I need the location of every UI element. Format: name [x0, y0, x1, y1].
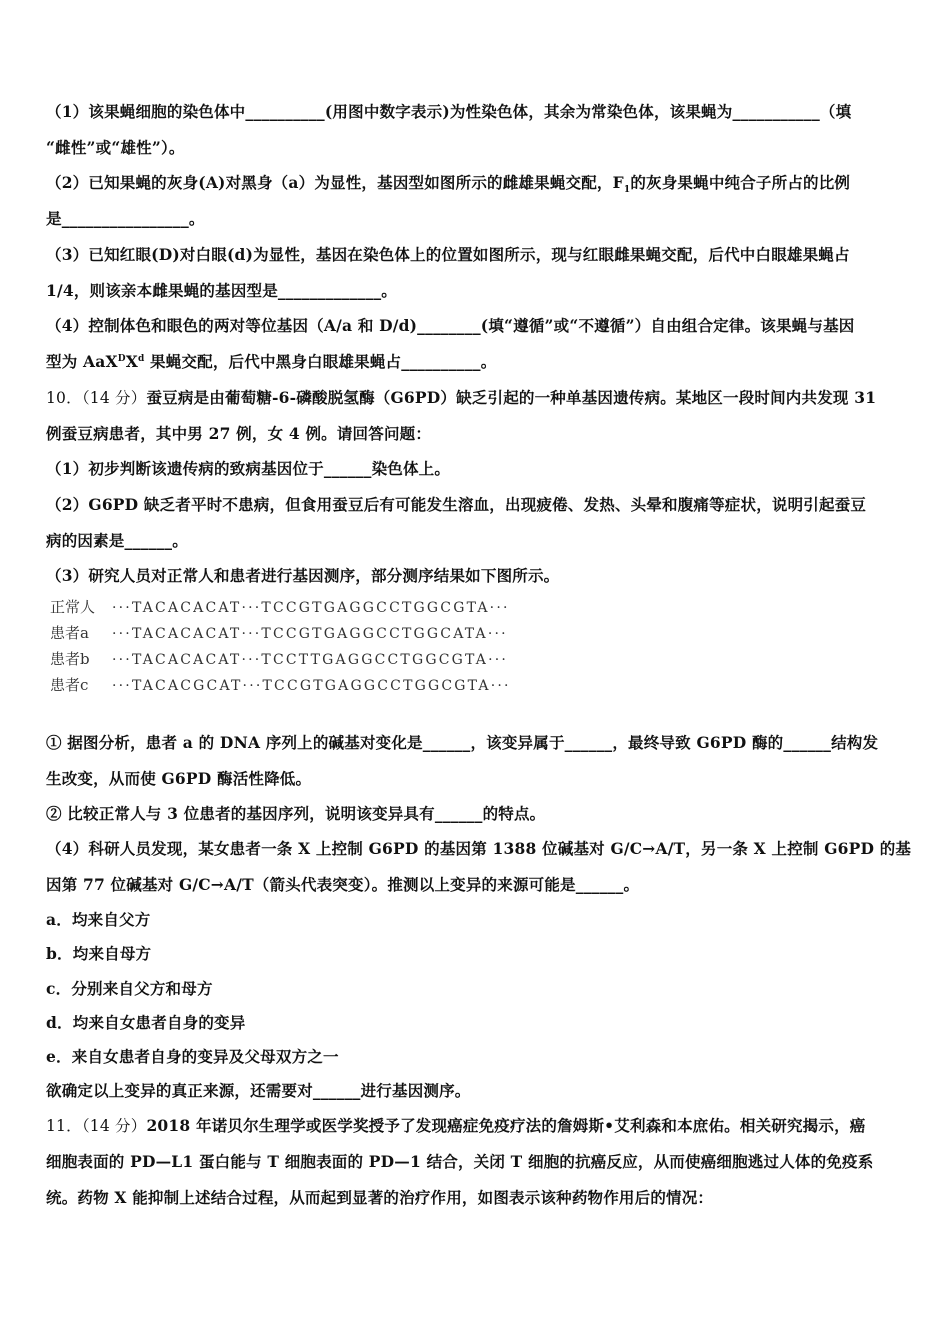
option-e: e．来自女患者自身的变异及父母双方之一	[46, 1047, 339, 1066]
sequence-label: 患者b	[50, 650, 90, 668]
option-b: b．均来自母方	[46, 944, 152, 963]
sequence-label: 患者a	[50, 624, 89, 642]
q10-sub2: ② 比较正常人与 3 位患者的基因序列，说明该变异具有______的特点。	[46, 804, 546, 823]
q10-part2-line1: （2）G6PD 缺乏者平时不患病，但食用蚕豆后有可能发生溶血，出现疲倦、发热、头晕和腹痛等症状，说明引起蚕豆	[46, 495, 867, 514]
sequence-label: 正常人	[50, 598, 96, 616]
q10-sub1-line1: ① 据图分析，患者 a 的 DNA 序列上的碱基对变化是______，该变异属于______，最终导致 G6PD 酶的______结构发	[46, 733, 879, 752]
q10-number: 10．（14 分）	[46, 389, 147, 407]
sequence-label: 患者c	[50, 676, 89, 694]
q9-part2-text: （2）已知果蝇的灰身(A)对黑身（a）为显性，基因型如图所示的雌雄果蝇交配，F	[46, 173, 624, 192]
q9-part1-line2: “雌性”或“雄性”）。	[46, 138, 185, 157]
q9-part2-subscript: 1	[623, 185, 631, 196]
q9-part4-sup2: d	[137, 353, 145, 364]
sequence-dna: ···TACACACAT···TCCGTGAGGCCTGGCATA···	[112, 626, 508, 642]
q10-stem: 蚕豆病是由葡萄糖-6-磷酸脱氢酶（G6PD）缺乏引起的一种单基因遗传病。某地区一段时间内共发现 31	[146, 388, 877, 407]
q9-part1-line1: （1）该果蝇细胞的染色体中__________(用图中数字表示)为性染色体，其余为常染色体，该果蝇为___________（填	[46, 102, 852, 121]
q9-part4-text-cont: 果蝇交配，后代中黑身白眼雄果蝇占__________。	[144, 352, 497, 371]
q9-part4-x: X	[125, 352, 138, 371]
sequence-dna: ···TACACGCAT···TCCGTGAGGCCTGGCGTA···	[112, 678, 511, 694]
q9-part2-line1	[46, 173, 908, 196]
q10-part2-line2: 病的因素是______。	[46, 531, 188, 550]
option-d: d．均来自女患者自身的变异	[46, 1013, 246, 1032]
q11-line3: 统。药物 X 能抑制上述结合过程，从而起到显著的治疗作用，如图表示该种药物作用后的情况：	[46, 1188, 714, 1207]
q11-number: 11．（14 分）	[46, 1117, 147, 1135]
q10-part4-line1: （4）科研人员发现，某女患者一条 X 上控制 G6PD 的基因第 1388 位碱基对 G/C→A/T，另一条 X 上控制 G6PD 的基	[46, 839, 912, 858]
sequence-dna: ···TACACACAT···TCCGTGAGGCCTGGCGTA···	[112, 600, 510, 616]
q9-part3-line2: 1/4，则该亲本雌果蝇的基因型是_____________。	[46, 281, 397, 300]
q10-final: 欲确定以上变异的真正来源，还需要对______进行基因测序。	[46, 1081, 471, 1100]
q9-part2-line2: 是________________。	[46, 209, 205, 228]
option-a: a．均来自父方	[46, 910, 151, 929]
q9-part4-line2	[46, 352, 908, 372]
q9-part3-line1: （3）已知红眼(D)对白眼(d)为显性，基因在染色体上的位置如图所示，现与红眼雌果蝇交配，后代中白眼雄果蝇占	[46, 245, 850, 264]
q10-sub1-line2: 生改变，从而使 G6PD 酶活性降低。	[46, 769, 312, 788]
option-c: c．分别来自父方和母方	[46, 979, 213, 998]
q11-line2: 细胞表面的 PD—L1 蛋白能与 T 细胞表面的 PD—1 结合，关闭 T 细胞的抗癌反应，从而使癌细胞逃过人体的免疫系	[46, 1152, 874, 1171]
q10-line2: 例蚕豆病患者，其中男 27 例，女 4 例。请回答问题：	[46, 424, 432, 443]
q9-part2-text-cont: 的灰身果蝇中纯合子所占的比例	[630, 173, 851, 192]
q11-stem: 2018 年诺贝尔生理学或医学奖授予了发现癌症免疫疗法的詹姆斯•艾利森和本庶佑。相关研究揭示，癌	[146, 1116, 866, 1135]
q10-line1	[46, 388, 908, 408]
sequence-row	[50, 623, 508, 644]
sequence-row	[50, 597, 510, 618]
sequence-row	[50, 675, 511, 696]
q9-part4-sup1: D	[117, 353, 126, 364]
q9-part4-text: 型为 AaX	[46, 352, 118, 371]
q10-part4-line2: 因第 77 位碱基对 G/C→A/T（箭头代表突变）。推测以上变异的来源可能是______。	[46, 875, 640, 894]
q9-part4-line1: （4）控制体色和眼色的两对等位基因（A/a 和 D/d)________(填“遵循”或“不遵循”）自由组合定律。该果蝇与基因	[46, 316, 855, 335]
sequence-row	[50, 649, 508, 670]
q10-part1: （1）初步判断该遗传病的致病基因位于______染色体上。	[46, 459, 451, 478]
q11-line1	[46, 1116, 908, 1136]
q10-part3: （3）研究人员对正常人和患者进行基因测序，部分测序结果如下图所示。	[46, 566, 560, 585]
sequence-dna: ···TACACACAT···TCCTTGAGGCCTGGCGTA···	[112, 652, 509, 668]
